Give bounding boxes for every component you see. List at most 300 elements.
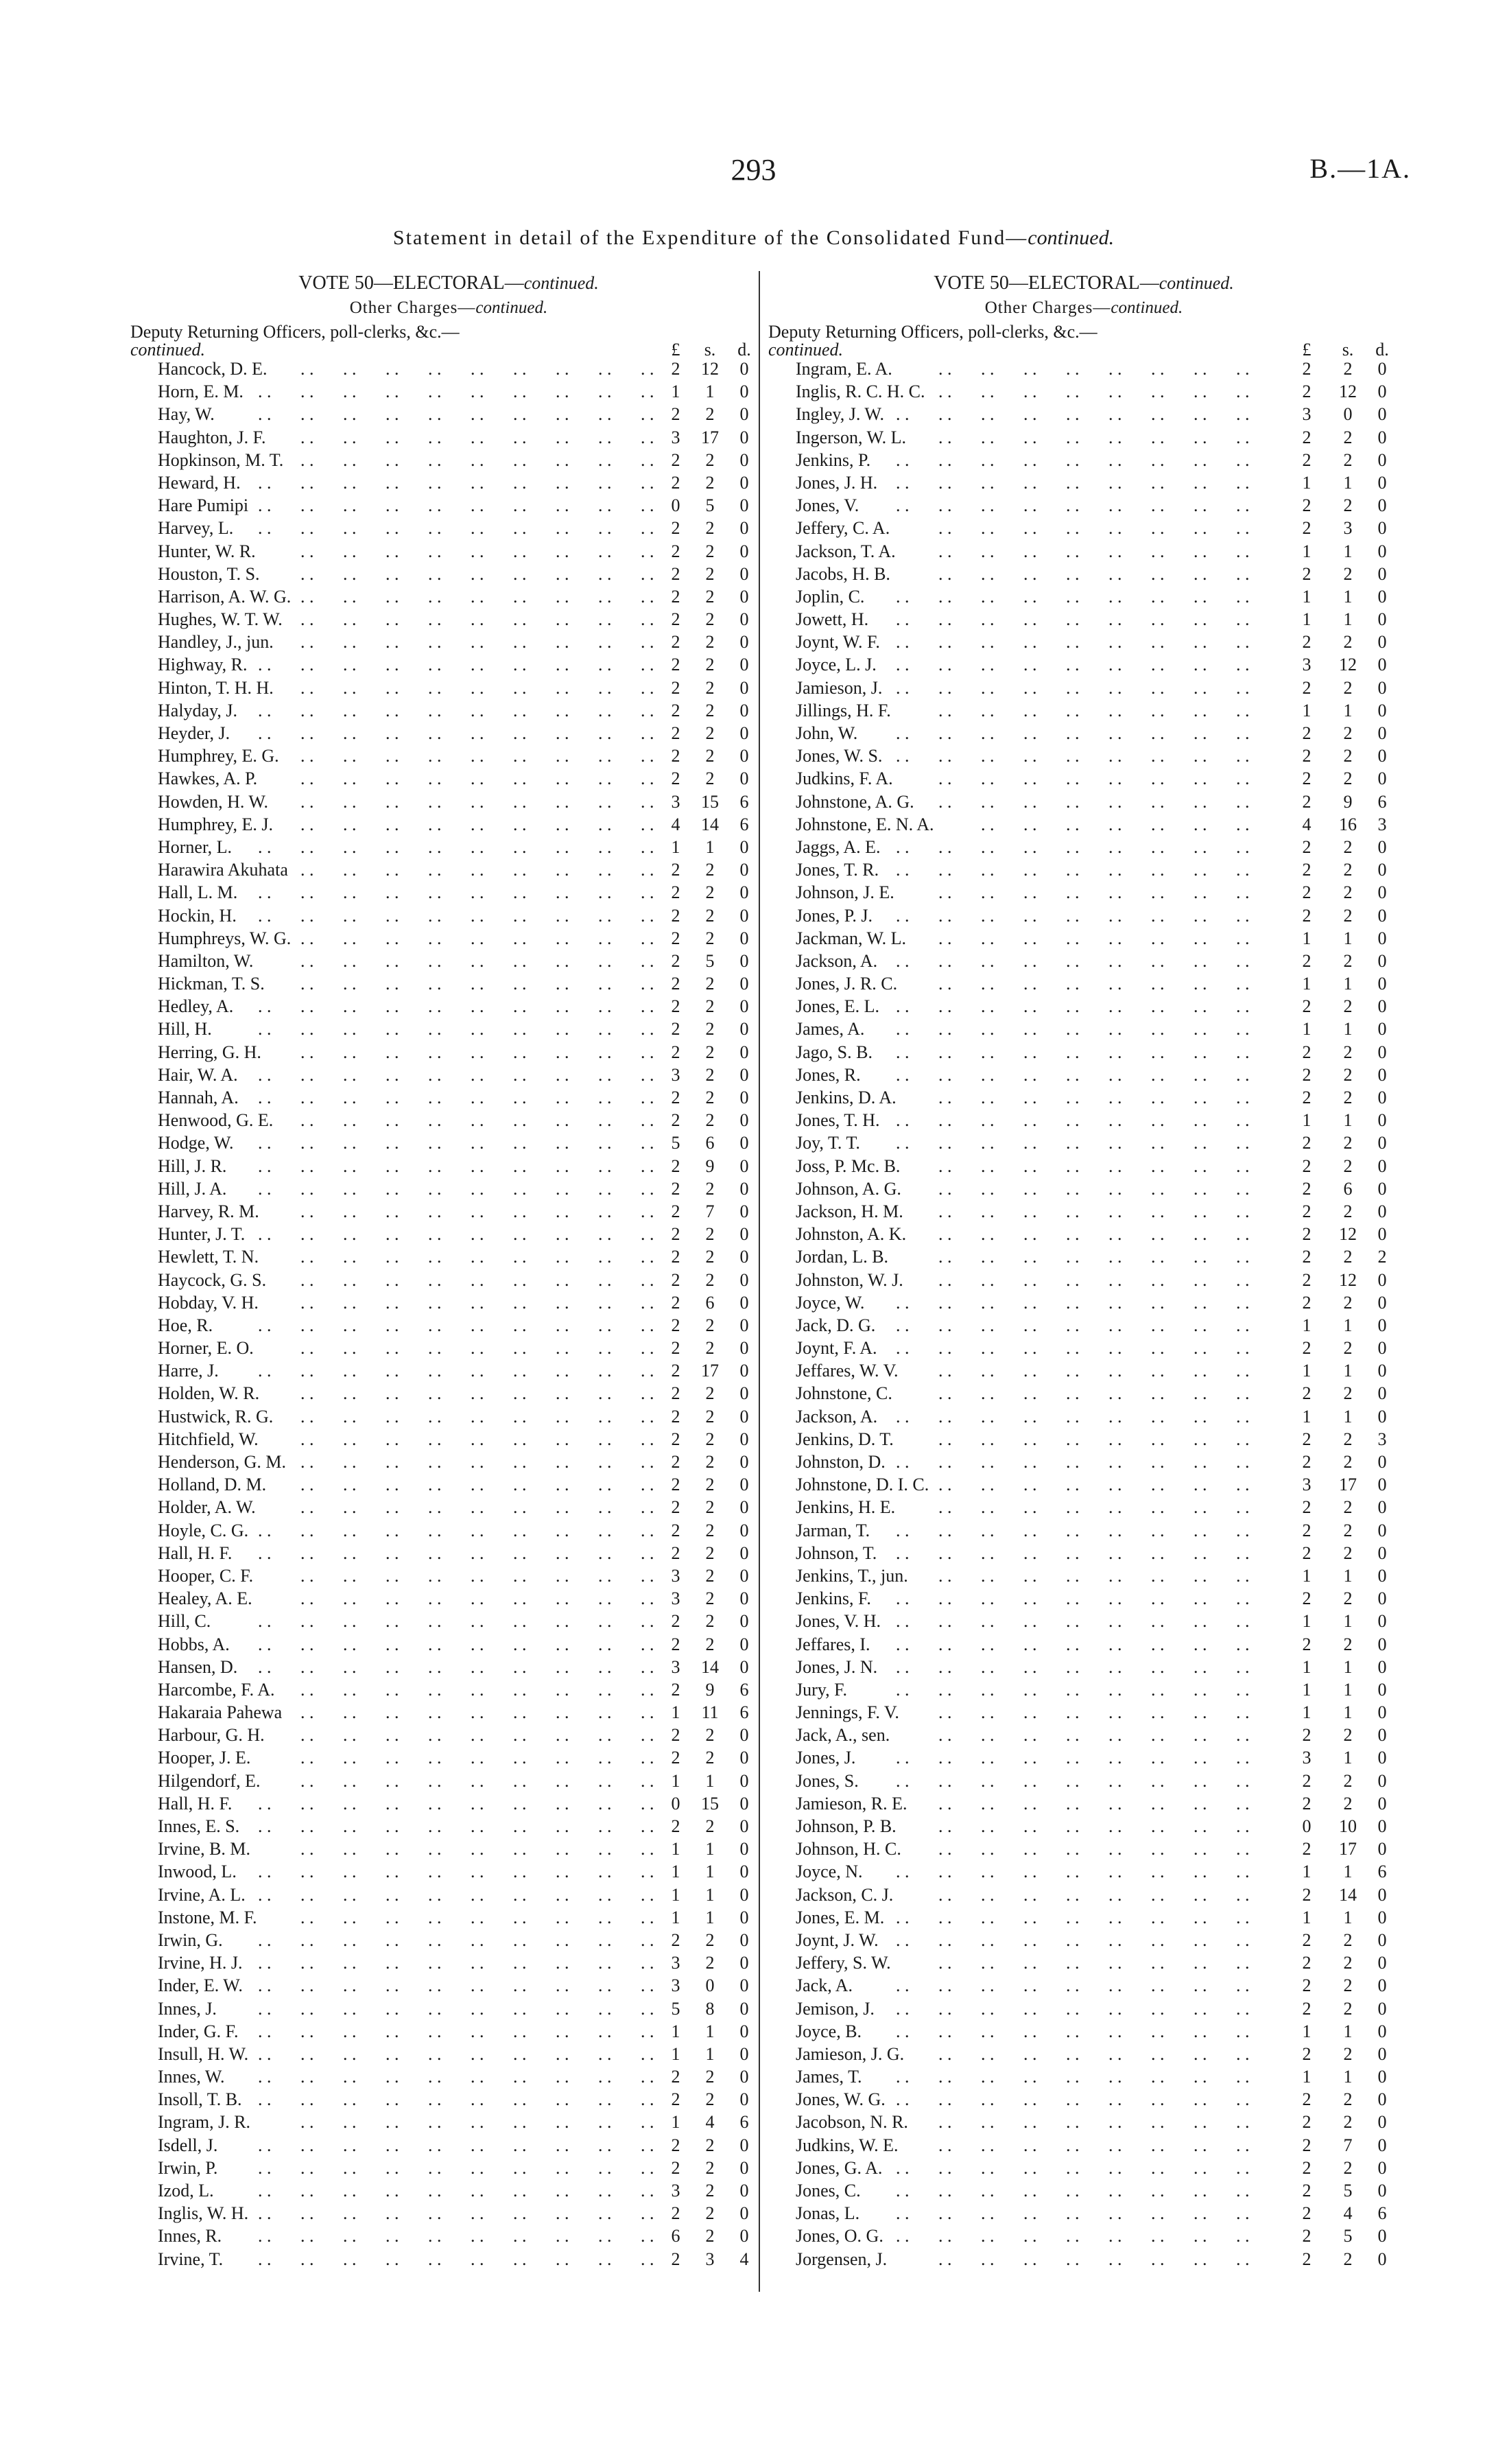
ledger-row: Jones, R. 2 2 0 . . . . . . . . . . . . . . . . . . <box>768 1064 1399 1086</box>
section-heading-cont: continued. <box>130 340 206 360</box>
payee-name: Jamieson, R. E. <box>796 1793 907 1814</box>
ledger-row: Jarman, T. 2 2 0 . . . . . . . . . . . . . . . . . . <box>768 1519 1399 1542</box>
ledger-row: Jeffares, I. 2 2 0 . . . . . . . . . . . . . . . . . . <box>768 1633 1399 1656</box>
amount-shillings: 1 <box>1343 1315 1353 1335</box>
payee-name: Hodge, W. <box>158 1133 234 1153</box>
ledger-row: Joynt, F. A. 2 2 0 . . . . . . . . . . . . . . . . . . <box>768 1337 1399 1359</box>
amount-shillings: 11 <box>701 1702 719 1723</box>
amount-shillings: 7 <box>705 1201 715 1221</box>
amount-shillings: 2 <box>705 928 715 948</box>
payee-name: Jarman, T. <box>796 1520 870 1540</box>
ledger-row: Jeffery, S. W. 2 2 0 . . . . . . . . . . . . . . . . <box>768 1951 1399 1974</box>
payee-name: Jackson, H. M. <box>796 1201 903 1221</box>
ledger-row: Johnson, J. E. 2 2 0 . . . . . . . . . . . . . . . . <box>768 881 1399 904</box>
amount-pounds: 1 <box>1302 700 1312 720</box>
amount-pounds: 3 <box>671 1975 680 1996</box>
amount-pence: 0 <box>739 1019 749 1040</box>
ledger-row: Jaggs, A. E. 2 2 0 . . . . . . . . . . . . . . . . . . <box>768 836 1399 858</box>
amount-shillings: 2 <box>1343 905 1353 926</box>
amount-pounds: 2 <box>1302 1178 1312 1199</box>
payee-name: Inglis, R. C. H. C. <box>796 382 925 402</box>
ledger-row: Jones, J. 3 1 0 . . . . . . . . . . . . . . . . . . <box>768 1746 1399 1769</box>
amount-pence: 0 <box>1377 541 1387 561</box>
amount-shillings: 2 <box>1343 495 1353 516</box>
amount-pounds: 1 <box>1302 1611 1312 1632</box>
amount-pounds: 2 <box>671 1110 680 1131</box>
ledger-row: Irvine, T. 2 3 4 . . . . . . . . . . . . . . . . . . . . <box>130 2248 767 2271</box>
amount-pounds: 2 <box>671 404 680 425</box>
payee-name: Hawkes, A. P. <box>158 768 258 789</box>
payee-name: Jorgensen, J. <box>796 2249 888 2269</box>
amount-pence: 0 <box>1377 974 1387 994</box>
amount-shillings: 2 <box>705 2067 715 2087</box>
amount-shillings: 1 <box>1343 1361 1353 1381</box>
amount-shillings: 2 <box>705 563 715 584</box>
amount-pence: 0 <box>739 1770 749 1791</box>
ledger-row: Hill, C. 2 2 0 . . . . . . . . . . . . . . . . . . . . <box>130 1610 767 1632</box>
amount-pence: 0 <box>1377 2067 1387 2087</box>
amount-pounds: 2 <box>671 768 680 789</box>
amount-pounds: 2 <box>671 541 680 561</box>
amount-pence: 0 <box>739 1110 749 1131</box>
ledger-row: Innes, J. 5 8 0 . . . . . . . . . . . . . . . . . . . . <box>130 1997 767 2020</box>
amount-pence: 0 <box>1377 472 1387 493</box>
amount-shillings: 9 <box>705 1679 715 1700</box>
amount-pounds: 2 <box>1302 449 1312 470</box>
payee-name: Harvey, L. <box>158 518 234 539</box>
payee-name: Jones, V. <box>796 495 859 516</box>
amount-pence: 0 <box>1377 586 1387 607</box>
ledger-row: Hawkes, A. P. 2 2 0 . . . . . . . . . . . . . . . . . . <box>130 767 767 790</box>
ledger-row: Highway, R. 2 2 0 . . . . . . . . . . . . . . . . . . . . <box>130 653 767 676</box>
amount-shillings: 1 <box>1343 1679 1353 1700</box>
amount-pounds: 3 <box>671 1588 680 1609</box>
payee-name: Hickman, T. S. <box>158 974 265 994</box>
amount-pence: 0 <box>739 1793 749 1814</box>
amount-shillings: 2 <box>705 609 715 630</box>
amount-shillings: 2 <box>705 1725 715 1746</box>
amount-shillings: 2 <box>705 472 715 493</box>
amount-pounds: 2 <box>1302 1725 1312 1746</box>
amount-shillings: 2 <box>705 541 715 561</box>
ledger-row: Jones, P. J. 2 2 0 . . . . . . . . . . . . . . . . . . <box>768 904 1399 927</box>
amount-pounds: 1 <box>1302 1656 1312 1677</box>
ledger-row: Horner, L. 1 1 0 . . . . . . . . . . . . . . . . . . . . <box>130 836 767 858</box>
amount-shillings: 2 <box>705 632 715 653</box>
amount-pounds: 2 <box>671 700 680 720</box>
ledger-row: Harrison, A. W. G. 2 2 0 . . . . . . . . . . . . . . . . . . <box>130 585 767 608</box>
amount-pence: 0 <box>1377 1315 1387 1335</box>
amount-shillings: 1 <box>1343 2067 1353 2087</box>
amount-pence: 0 <box>1377 950 1387 971</box>
amount-pence: 0 <box>739 768 749 789</box>
amount-pounds: 2 <box>1302 2043 1312 2064</box>
ledger-row: Jenkins, D. T. 2 2 3 . . . . . . . . . . . . . . . . <box>768 1428 1399 1451</box>
amount-pence: 0 <box>1377 449 1387 470</box>
amount-shillings: 2 <box>705 768 715 789</box>
ledger-row: Jones, J. N. 1 1 0 . . . . . . . . . . . . . . . . . . <box>768 1656 1399 1678</box>
payee-name: Innes, E. S. <box>158 1816 240 1836</box>
payee-name: Irwin, G. <box>158 1929 223 1950</box>
amount-pence: 0 <box>1377 746 1387 766</box>
payee-name: Harawira Akuhata <box>158 860 288 880</box>
payee-name: Hilgendorf, E. <box>158 1770 261 1791</box>
payee-name: Joplin, C. <box>796 586 865 607</box>
amount-pence: 0 <box>1377 1816 1387 1836</box>
amount-shillings: 1 <box>705 1770 715 1791</box>
ledger-row: Joynt, J. W. 2 2 0 . . . . . . . . . . . . . . . . . . <box>768 1929 1399 1951</box>
other-charges-text: Other Charges— <box>349 298 476 317</box>
payee-name: Johnson, P. B. <box>796 1816 897 1836</box>
amount-pence: 0 <box>1377 1679 1387 1700</box>
amount-pence: 0 <box>739 860 749 880</box>
payee-name: Holder, A. W. <box>158 1497 256 1518</box>
amount-pence: 0 <box>1377 1725 1387 1746</box>
amount-shillings: 2 <box>705 404 715 425</box>
amount-pounds: 2 <box>671 655 680 675</box>
amount-pence: 0 <box>739 1975 749 1996</box>
amount-shillings: 2 <box>1343 1588 1353 1609</box>
amount-shillings: 1 <box>705 382 715 402</box>
ledger-row: Horn, E. M. 1 1 0 . . . . . . . . . . . . . . . . . . . . <box>130 380 767 403</box>
amount-pence: 0 <box>1377 1542 1387 1563</box>
amount-shillings: 12 <box>1339 1269 1357 1290</box>
amount-shillings: 2 <box>705 1565 715 1586</box>
ledger-row: Horner, E. O. 2 2 0 . . . . . . . . . . . . . . . . . . <box>130 1337 767 1359</box>
payee-name: Hockin, H. <box>158 905 237 926</box>
ledger-row: Jackman, W. L. 1 1 0 . . . . . . . . . . . . . . . . <box>768 927 1399 950</box>
amount-pounds: 2 <box>671 449 680 470</box>
payee-name: Jenkins, F. <box>796 1588 871 1609</box>
amount-pounds: 3 <box>671 1064 680 1085</box>
ledger-row: Johnstone, C. 2 2 0 . . . . . . . . . . . . . . . . <box>768 1382 1399 1405</box>
other-charges-cont: continued. <box>475 298 548 317</box>
amount-shillings: 1 <box>705 1862 715 1882</box>
amount-shillings: 1 <box>705 2043 715 2064</box>
ledger-row: Jones, E. L. 2 2 0 . . . . . . . . . . . . . . . . . . <box>768 995 1399 1018</box>
section-heading-cont: continued. <box>768 340 844 360</box>
amount-shillings: 1 <box>705 1884 715 1905</box>
amount-pence: 0 <box>1377 1361 1387 1381</box>
amount-shillings: 1 <box>1343 1611 1353 1632</box>
amount-pounds: 1 <box>1302 1406 1312 1427</box>
amount-shillings: 2 <box>1343 1383 1353 1404</box>
amount-pence: 0 <box>739 723 749 743</box>
amount-pence: 0 <box>1377 1975 1387 1996</box>
amount-pence: 0 <box>1377 1520 1387 1540</box>
payee-name: Jenkins, H. E. <box>796 1497 896 1518</box>
amount-shillings: 2 <box>1343 1542 1353 1563</box>
amount-shillings: 2 <box>1343 2249 1353 2269</box>
amount-pence: 0 <box>739 2021 749 2041</box>
ledger-row: Johnson, A. G. 2 6 0 . . . . . . . . . . . . . . . . <box>768 1177 1399 1200</box>
left-column <box>130 271 767 2271</box>
amount-pounds: 1 <box>1302 2021 1312 2041</box>
amount-pence: 0 <box>739 1201 749 1221</box>
ledger-row: Hunter, W. R. 2 2 0 . . . . . . . . . . . . . . . . . . <box>130 540 767 563</box>
amount-shillings: 2 <box>705 974 715 994</box>
amount-shillings: 2 <box>705 1247 715 1267</box>
amount-shillings: 1 <box>1343 1862 1353 1882</box>
amount-pounds: 2 <box>1302 2157 1312 2178</box>
ledger-row: Holden, W. R. 2 2 0 . . . . . . . . . . . . . . . . . . <box>130 1382 767 1405</box>
payee-name: Haughton, J. F. <box>158 427 266 447</box>
amount-pence: 0 <box>739 928 749 948</box>
amount-pounds: 2 <box>671 1542 680 1563</box>
amount-pounds: 2 <box>1302 1155 1312 1176</box>
amount-shillings: 9 <box>1343 791 1353 812</box>
amount-pounds: 2 <box>671 1406 680 1427</box>
amount-pence: 0 <box>739 2226 749 2246</box>
ledger-row: Jones, T. R. 2 2 0 . . . . . . . . . . . . . . . . . . <box>768 858 1399 881</box>
amount-shillings: 2 <box>705 1269 715 1290</box>
payee-name: Hunter, W. R. <box>158 541 256 561</box>
amount-shillings: 2 <box>1343 2112 1353 2133</box>
amount-pounds: 2 <box>1302 1839 1312 1859</box>
ledger-row: Hamilton, W. 2 5 0 . . . . . . . . . . . . . . . . . . <box>130 950 767 972</box>
amount-pounds: 2 <box>1302 632 1312 653</box>
payee-name: Hooper, J. E. <box>158 1748 251 1768</box>
ledger-row: Harvey, L. 2 2 0 . . . . . . . . . . . . . . . . . . . . <box>130 517 767 539</box>
amount-pence: 0 <box>1377 882 1387 903</box>
amount-pence: 0 <box>1377 905 1387 926</box>
amount-pence: 0 <box>739 700 749 720</box>
amount-pence: 0 <box>739 495 749 516</box>
amount-pounds: 2 <box>1302 2226 1312 2246</box>
payee-name: Hopkinson, M. T. <box>158 449 284 470</box>
amount-shillings: 2 <box>705 1816 715 1836</box>
amount-shillings: 2 <box>705 1064 715 1085</box>
amount-pounds: 3 <box>1302 655 1312 675</box>
amount-shillings: 12 <box>1339 1224 1357 1245</box>
ledger-row: Jamieson, J. 2 2 0 . . . . . . . . . . . . . . . . . . <box>768 677 1399 699</box>
amount-shillings: 3 <box>1343 518 1353 539</box>
amount-shillings: 2 <box>705 1520 715 1540</box>
payee-name: Johnson, T. <box>796 1542 877 1563</box>
ledger-row: Hilgendorf, E. 1 1 0 . . . . . . . . . . . . . . . . . . <box>130 1770 767 1792</box>
amount-pence: 0 <box>739 1839 749 1859</box>
amount-shillings: 2 <box>1343 1520 1353 1540</box>
amount-pence: 0 <box>1377 1475 1387 1495</box>
ledger-row: Henderson, G. M. 2 2 0 . . . . . . . . . . . . . . . . . . <box>130 1451 767 1473</box>
ledger-row: Harre, J. 2 17 0 . . . . . . . . . . . . . . . . . . . . <box>130 1359 767 1382</box>
amount-pence: 0 <box>739 1862 749 1882</box>
amount-shillings: 2 <box>705 1611 715 1632</box>
amount-shillings: 14 <box>1339 1884 1357 1905</box>
amount-shillings: 5 <box>705 950 715 971</box>
ledger-row: Innes, W. 2 2 0 . . . . . . . . . . . . . . . . . . . . <box>130 2065 767 2088</box>
ledger-row: Jorgensen, J. 2 2 0 . . . . . . . . . . . . . . . . <box>768 2248 1399 2271</box>
payee-name: Jordan, L. B. <box>796 1247 889 1267</box>
amount-pounds: 3 <box>1302 1475 1312 1495</box>
amount-shillings: 2 <box>705 655 715 675</box>
payee-name: Ingram, J. R. <box>158 2112 251 2133</box>
amount-shillings: 2 <box>705 2181 715 2201</box>
amount-pounds: 2 <box>1302 950 1312 971</box>
amount-shillings: 12 <box>1339 382 1357 402</box>
amount-shillings: 2 <box>1343 1953 1353 1973</box>
amount-pounds: 2 <box>671 2135 680 2155</box>
amount-pounds: 2 <box>671 950 680 971</box>
payee-name: Heward, H. <box>158 472 241 493</box>
amount-shillings: 2 <box>705 1383 715 1404</box>
amount-pounds: 2 <box>671 1088 680 1107</box>
payee-name: Hair, W. A. <box>158 1064 238 1085</box>
amount-pence: 0 <box>1377 2226 1387 2246</box>
amount-pence: 0 <box>1377 723 1387 743</box>
payee-name: Humphreys, W. G. <box>158 928 292 948</box>
amount-shillings: 2 <box>705 1542 715 1563</box>
payee-name: Hustwick, R. G. <box>158 1406 274 1427</box>
payee-name: Inder, E. W. <box>158 1975 243 1996</box>
amount-pence: 6 <box>1377 2203 1387 2224</box>
payee-name: Hall, H. F. <box>158 1793 233 1814</box>
payee-name: Joynt, F. A. <box>796 1338 877 1359</box>
amount-shillings: 2 <box>1343 1929 1353 1950</box>
payee-name: Hughes, W. T. W. <box>158 609 283 630</box>
amount-pence: 0 <box>739 1656 749 1677</box>
payee-name: Hay, W. <box>158 404 215 425</box>
amount-pounds: 2 <box>1302 518 1312 539</box>
amount-shillings: 16 <box>1339 814 1357 834</box>
amount-shillings: 1 <box>1343 1656 1353 1677</box>
payee-name: Johnstone, D. I. C. <box>796 1475 929 1495</box>
amount-shillings: 2 <box>1343 1338 1353 1359</box>
ledger-row: Hooper, C. F. 3 2 0 . . . . . . . . . . . . . . . . . . <box>130 1564 767 1587</box>
amount-shillings: 2 <box>705 2203 715 2224</box>
amount-shillings: 2 <box>705 860 715 880</box>
amount-shillings: 2 <box>705 700 715 720</box>
ledger-row: Herring, G. H. 2 2 0 . . . . . . . . . . . . . . . . . . <box>130 1041 767 1064</box>
amount-pounds: 2 <box>1302 1042 1312 1062</box>
page-reference: B.—1A. <box>1309 153 1411 184</box>
payee-name: Irwin, P. <box>158 2157 218 2178</box>
ledger-row: Harawira Akuhata 2 2 0 . . . . . . . . . . . . . . . . . . <box>130 858 767 881</box>
amount-pence: 0 <box>1377 2157 1387 2178</box>
amount-shillings: 2 <box>705 2157 715 2178</box>
amount-pence: 0 <box>739 1338 749 1359</box>
amount-shillings: 1 <box>1343 472 1353 493</box>
payee-name: Herring, G. H. <box>158 1042 261 1062</box>
payee-name: John, W. <box>796 723 858 743</box>
ledger-row: Hedley, A. 2 2 0 . . . . . . . . . . . . . . . . . . . . <box>130 995 767 1018</box>
amount-pence: 0 <box>739 1929 749 1950</box>
payee-name: Jones, J. R. C. <box>796 974 898 994</box>
amount-pounds: 2 <box>1302 1542 1312 1563</box>
payee-name: Jenkins, D. A. <box>796 1088 897 1107</box>
amount-pounds: 2 <box>671 1611 680 1632</box>
amount-pence: 0 <box>1377 1884 1387 1905</box>
ledger-row: Izod, L. 3 2 0 . . . . . . . . . . . . . . . . . . . . <box>130 2179 767 2202</box>
ledger-row: Jury, F. 1 1 0 . . . . . . . . . . . . . . . . . . <box>768 1678 1399 1701</box>
amount-pounds: 2 <box>1302 1953 1312 1973</box>
amount-shillings: 2 <box>1343 1793 1353 1814</box>
amount-shillings: 1 <box>1343 1702 1353 1723</box>
amount-pence: 0 <box>1377 1292 1387 1313</box>
amount-pence: 0 <box>1377 632 1387 653</box>
payee-name: Horner, L. <box>158 836 232 857</box>
amount-pence: 0 <box>739 1907 749 1927</box>
amount-shillings: 2 <box>705 1088 715 1107</box>
amount-pence: 0 <box>739 2135 749 2155</box>
payee-name: Hill, J. R. <box>158 1155 227 1176</box>
amount-pence: 0 <box>739 1452 749 1472</box>
amount-pounds: 2 <box>1302 427 1312 447</box>
payee-name: Jones, G. A. <box>796 2157 883 2178</box>
amount-shillings: 2 <box>1343 746 1353 766</box>
ledger-row: Hill, H. 2 2 0 . . . . . . . . . . . . . . . . . . . . <box>130 1018 767 1040</box>
amount-pounds: 2 <box>1302 905 1312 926</box>
amount-pence: 0 <box>739 1611 749 1632</box>
amount-pence: 0 <box>739 1064 749 1085</box>
payee-name: Innes, R. <box>158 2226 222 2246</box>
payee-name: Hobday, V. H. <box>158 1292 259 1313</box>
amount-pence: 0 <box>739 1725 749 1746</box>
payee-name: Johnstone, C. <box>796 1383 892 1404</box>
payee-name: Harvey, R. M. <box>158 1201 259 1221</box>
amount-pounds: 3 <box>1302 404 1312 425</box>
payee-name: Isdell, J. <box>158 2135 218 2155</box>
amount-shillings: 2 <box>1343 563 1353 584</box>
payee-name: Jones, O. G. <box>796 2226 883 2246</box>
amount-shillings: 2 <box>1343 1201 1353 1221</box>
amount-pounds: 1 <box>671 1839 680 1859</box>
amount-shillings: 2 <box>1343 2043 1353 2064</box>
section-heading <box>130 320 767 360</box>
amount-pounds: 2 <box>671 974 680 994</box>
payee-name: Jones, C. <box>796 2181 861 2201</box>
amount-shillings: 15 <box>701 1793 719 1814</box>
payee-name: Jackson, C. J. <box>796 1884 894 1905</box>
amount-pence: 6 <box>1377 1862 1387 1882</box>
ledger-row: Johnson, P. B. 0 10 0 . . . . . . . . . . . . . . . . <box>768 1815 1399 1838</box>
amount-shillings: 2 <box>1343 1064 1353 1085</box>
amount-shillings: 2 <box>1343 427 1353 447</box>
amount-pounds: 2 <box>1302 1224 1312 1245</box>
ledger-row: Instone, M. F. 1 1 0 . . . . . . . . . . . . . . . . . . <box>130 1906 767 1929</box>
ledger-row: Halyday, J. 2 2 0 . . . . . . . . . . . . . . . . . . . . <box>130 699 767 722</box>
ledger-row: Irwin, P. 2 2 0 . . . . . . . . . . . . . . . . . . . . <box>130 2157 767 2179</box>
amount-pence: 0 <box>739 1497 749 1518</box>
amount-pence: 0 <box>1377 609 1387 630</box>
payee-name: Jonas, L. <box>796 2203 860 2224</box>
ledger-row: Haughton, J. F. 3 17 0 . . . . . . . . . . . . . . . . . . <box>130 426 767 449</box>
right-rows <box>768 357 1399 2271</box>
ledger-row: Hill, J. R. 2 9 0 . . . . . . . . . . . . . . . . . . . . <box>130 1155 767 1177</box>
amount-pounds: 4 <box>671 814 680 834</box>
ledger-row: Jones, S. 2 2 0 . . . . . . . . . . . . . . . . . . <box>768 1770 1399 1792</box>
amount-pounds: 2 <box>671 1634 680 1654</box>
pence-header: d. <box>1375 340 1389 360</box>
ledger-row: Jones, G. A. 2 2 0 . . . . . . . . . . . . . . . . . . <box>768 2157 1399 2179</box>
amount-pence: 6 <box>739 1702 749 1723</box>
ledger-row: Insoll, T. B. 2 2 0 . . . . . . . . . . . . . . . . . . . . <box>130 2088 767 2111</box>
amount-pounds: 2 <box>1302 1452 1312 1472</box>
amount-pence: 0 <box>739 427 749 447</box>
amount-pounds: 1 <box>671 1907 680 1927</box>
payee-name: Howden, H. W. <box>158 791 269 812</box>
amount-shillings: 2 <box>1343 632 1353 653</box>
ledger-row: Jennings, F. V. 1 1 0 . . . . . . . . . . . . . . . . <box>768 1701 1399 1724</box>
ledger-row: Jones, C. 2 5 0 . . . . . . . . . . . . . . . . . . <box>768 2179 1399 2202</box>
amount-shillings: 6 <box>705 1133 715 1153</box>
amount-pence: 6 <box>739 814 749 834</box>
amount-shillings: 17 <box>701 427 719 447</box>
amount-pence: 0 <box>739 2157 749 2178</box>
amount-shillings: 2 <box>705 586 715 607</box>
amount-pounds: 1 <box>671 1770 680 1791</box>
ledger-row: Jamieson, J. G. 2 2 0 . . . . . . . . . . . . . . . . <box>768 2043 1399 2065</box>
